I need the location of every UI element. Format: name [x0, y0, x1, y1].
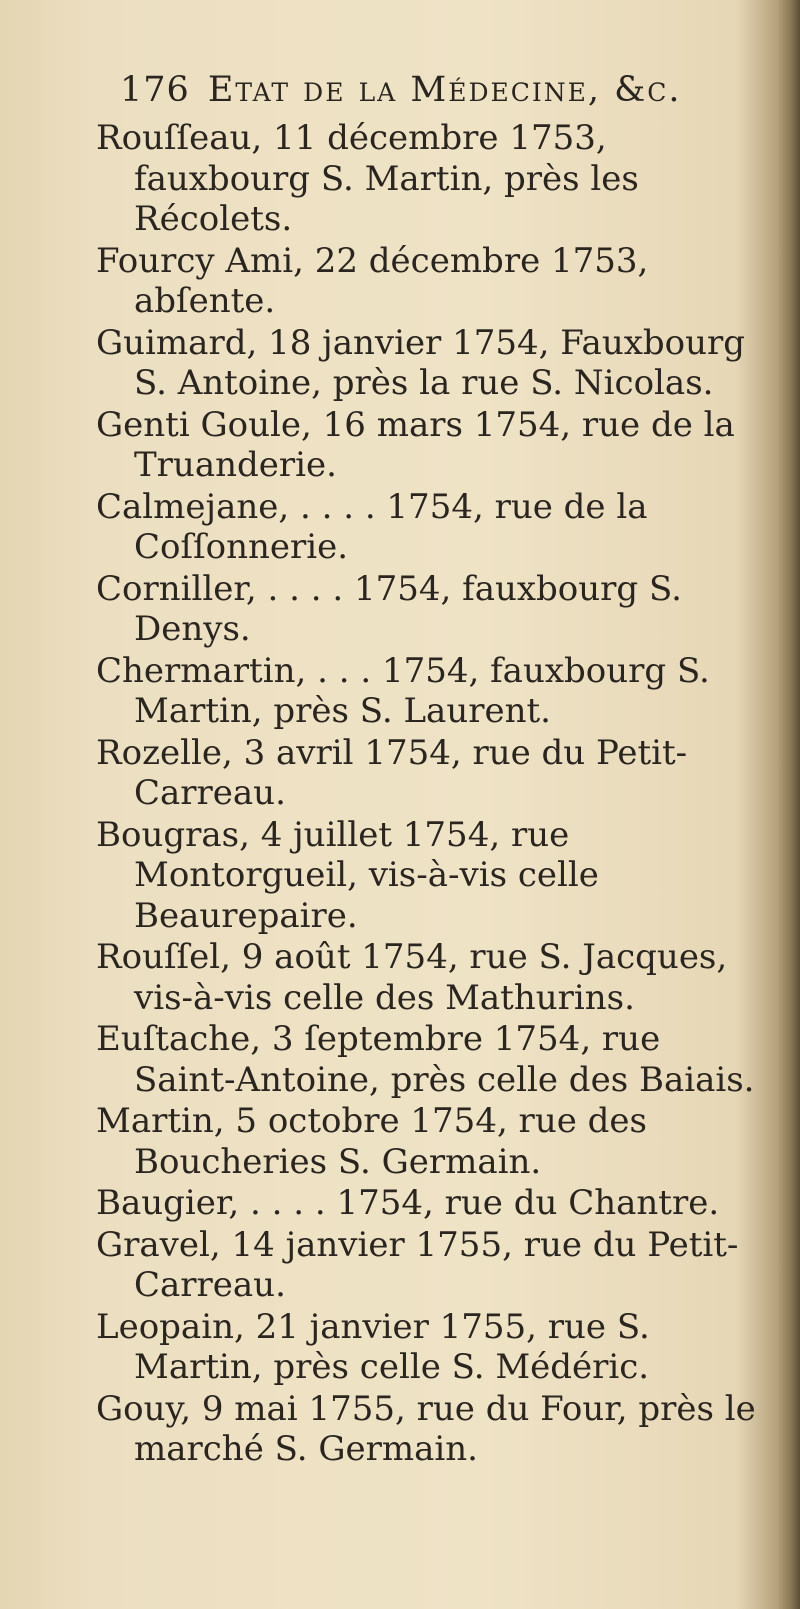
register-entry: Genti Goule, 16 mars 1754, rue de la Truanderie. [96, 404, 735, 485]
register-entry: Chermartin, . . . 1754, fauxbourg S. Martin, près S. Laurent. [96, 650, 710, 731]
register-entry: Euſtache, 3 ſeptembre 1754, rue Saint-Antoine, près celle des Baiais. [96, 1019, 755, 1100]
register-entry: Rozelle, 3 avril 1754, rue du Petit-Carreau. [96, 732, 688, 813]
register-list [96, 118, 768, 1471]
running-header [120, 70, 720, 122]
register-entry: Bougras, 4 juillet 1754, rue Montorgueil, vis-à-vis celle Beaurepaire. [96, 814, 599, 936]
register-entry: Rouſſel, 9 août 1754, rue S. Jacques, vis-à-vis celle des Mathurins. [96, 937, 728, 1018]
register-entry: Calmejane, . . . . 1754, rue de la Coſſonnerie. [96, 486, 648, 567]
register-entry: Guimard, 18 janvier 1754, Fauxbourg S. Antoine, près la rue S. Nicolas. [96, 322, 746, 403]
register-entry: Rouſſeau, 11 décembre 1753, fauxbourg S. Martin, près les Récolets. [96, 118, 639, 239]
register-entry: Baugier, . . . . 1754, rue du Chantre. [96, 1183, 720, 1223]
register-entry: Martin, 5 octobre 1754, rue des Boucheries S. Germain. [96, 1101, 647, 1182]
register-entry: Gravel, 14 janvier 1755, rue du Petit-Carreau. [96, 1224, 739, 1305]
running-title: Etat de la Médecine, &c. [207, 70, 682, 110]
register-entry: Gouy, 9 mai 1755, rue du Four, près le marché S. Germain. [96, 1388, 756, 1469]
page-edge-shadow [778, 0, 800, 1609]
register-entry: Corniller, . . . . 1754, fauxbourg S. Denys. [96, 568, 682, 649]
register-entry: Leopain, 21 janvier 1755, rue S. Martin, près celle S. Médéric. [96, 1306, 650, 1387]
page-number: 176 [120, 70, 190, 110]
register-entry: Fourcy Ami, 22 décembre 1753, abſente. [96, 240, 649, 321]
